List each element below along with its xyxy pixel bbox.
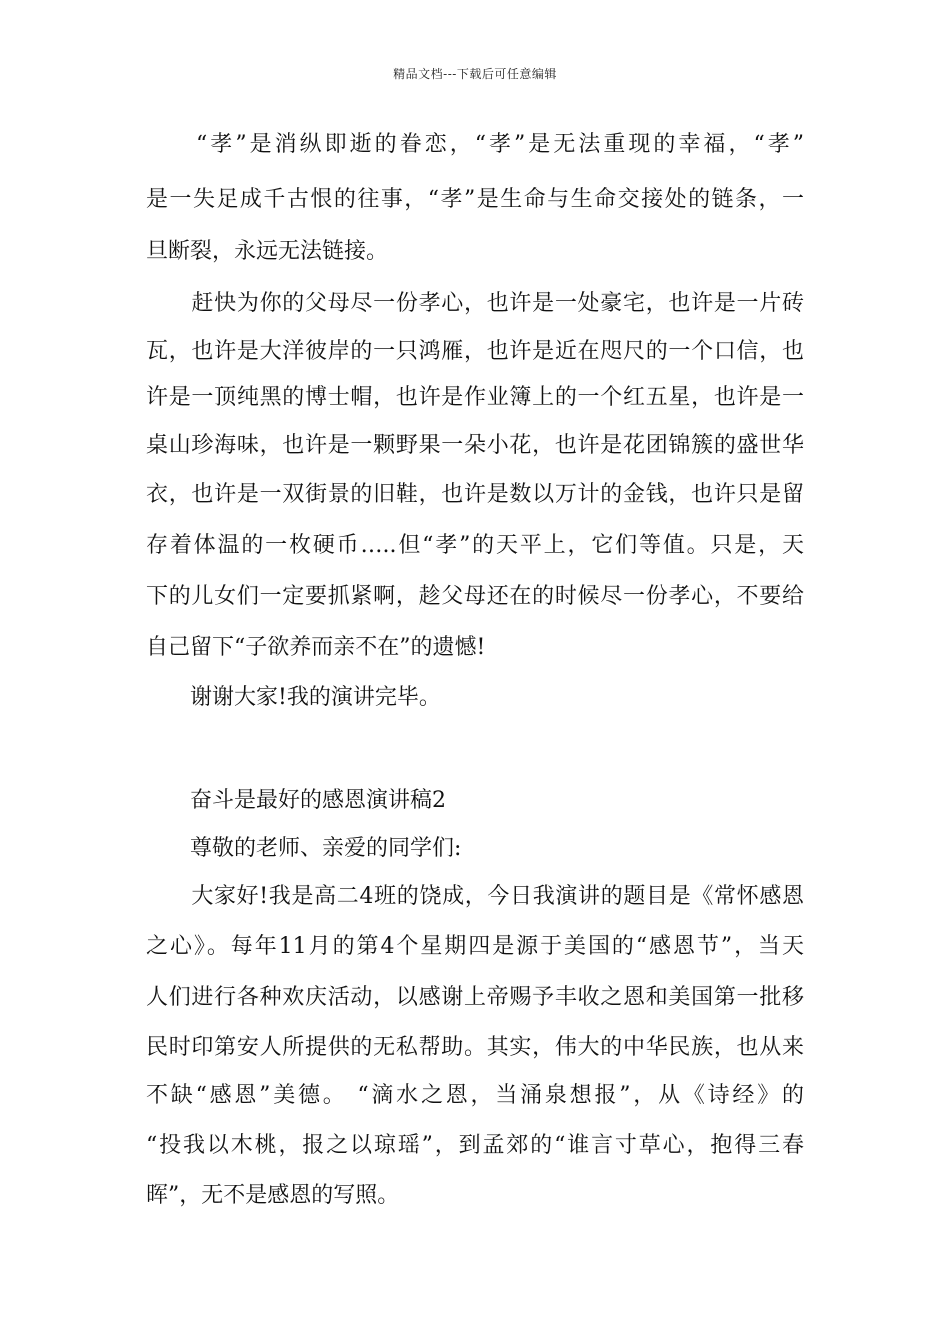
text-line: 衣，也许是一双街景的旧鞋，也许是数以万计的金钱，也许只是留 <box>146 482 804 507</box>
text-line: “投我以木桃，报之以琼瑶”，到孟郊的“谁言寸草心，抱得三春 <box>146 1133 804 1158</box>
text-line: 谢谢大家!我的演讲完毕。 <box>146 685 441 710</box>
text-line: 许是一顶纯黑的博士帽，也许是作业簿上的一个红五星，也许是一 <box>146 385 804 410</box>
text-line: 桌山珍海味，也许是一颗野果一朵小花，也许是花团锦簇的盛世华 <box>146 433 804 458</box>
text-line: 不缺“感恩”美德。 “滴水之恩，当涌泉想报”，从《诗经》的 <box>146 1083 804 1108</box>
text-line: 奋斗是最好的感恩演讲稿2 <box>146 788 446 813</box>
text-line: 赶快为你的父母尽一份孝心，也许是一处豪宅，也许是一片砖 <box>146 291 804 316</box>
text-line: 大家好!我是高二4班的饶成，今日我演讲的题目是《常怀感恩 <box>146 884 804 909</box>
page-header: 精品文档---下载后可任意编辑 <box>393 67 557 81</box>
text-line: 晖”，无不是感恩的写照。 <box>146 1183 400 1208</box>
text-line: 民时印第安人所提供的无私帮助。其实，伟大的中华民族，也从来 <box>146 1035 804 1060</box>
text-line: “孝”是消纵即逝的眷恋，“孝”是无法重现的幸福，“孝” <box>146 132 804 157</box>
text-line: 存着体温的一枚硬币…..但“孝”的天平上，它们等值。只是，天 <box>146 533 804 558</box>
text-line: 旦断裂，永远无法链接。 <box>146 239 389 264</box>
text-line: 是一失足成千古恨的往事，“孝”是生命与生命交接处的链条，一 <box>146 187 804 212</box>
text-line: 人们进行各种欢庆活动，以感谢上帝赐予丰收之恩和美国第一批移 <box>146 985 804 1010</box>
text-line: 尊敬的老师、亲爱的同学们: <box>146 836 462 861</box>
text-line: 之心》。每年11月的第4个星期四是源于美国的“感恩节”，当天 <box>146 934 804 959</box>
text-line: 下的儿女们一定要抓紧啊，趁父母还在的时候尽一份孝心，不要给 <box>146 584 804 609</box>
text-line: 自己留下“子欲养而亲不在”的遗憾! <box>146 635 486 660</box>
text-line: 瓦，也许是大洋彼岸的一只鸿雁，也许是近在咫尺的一个口信，也 <box>146 339 804 364</box>
